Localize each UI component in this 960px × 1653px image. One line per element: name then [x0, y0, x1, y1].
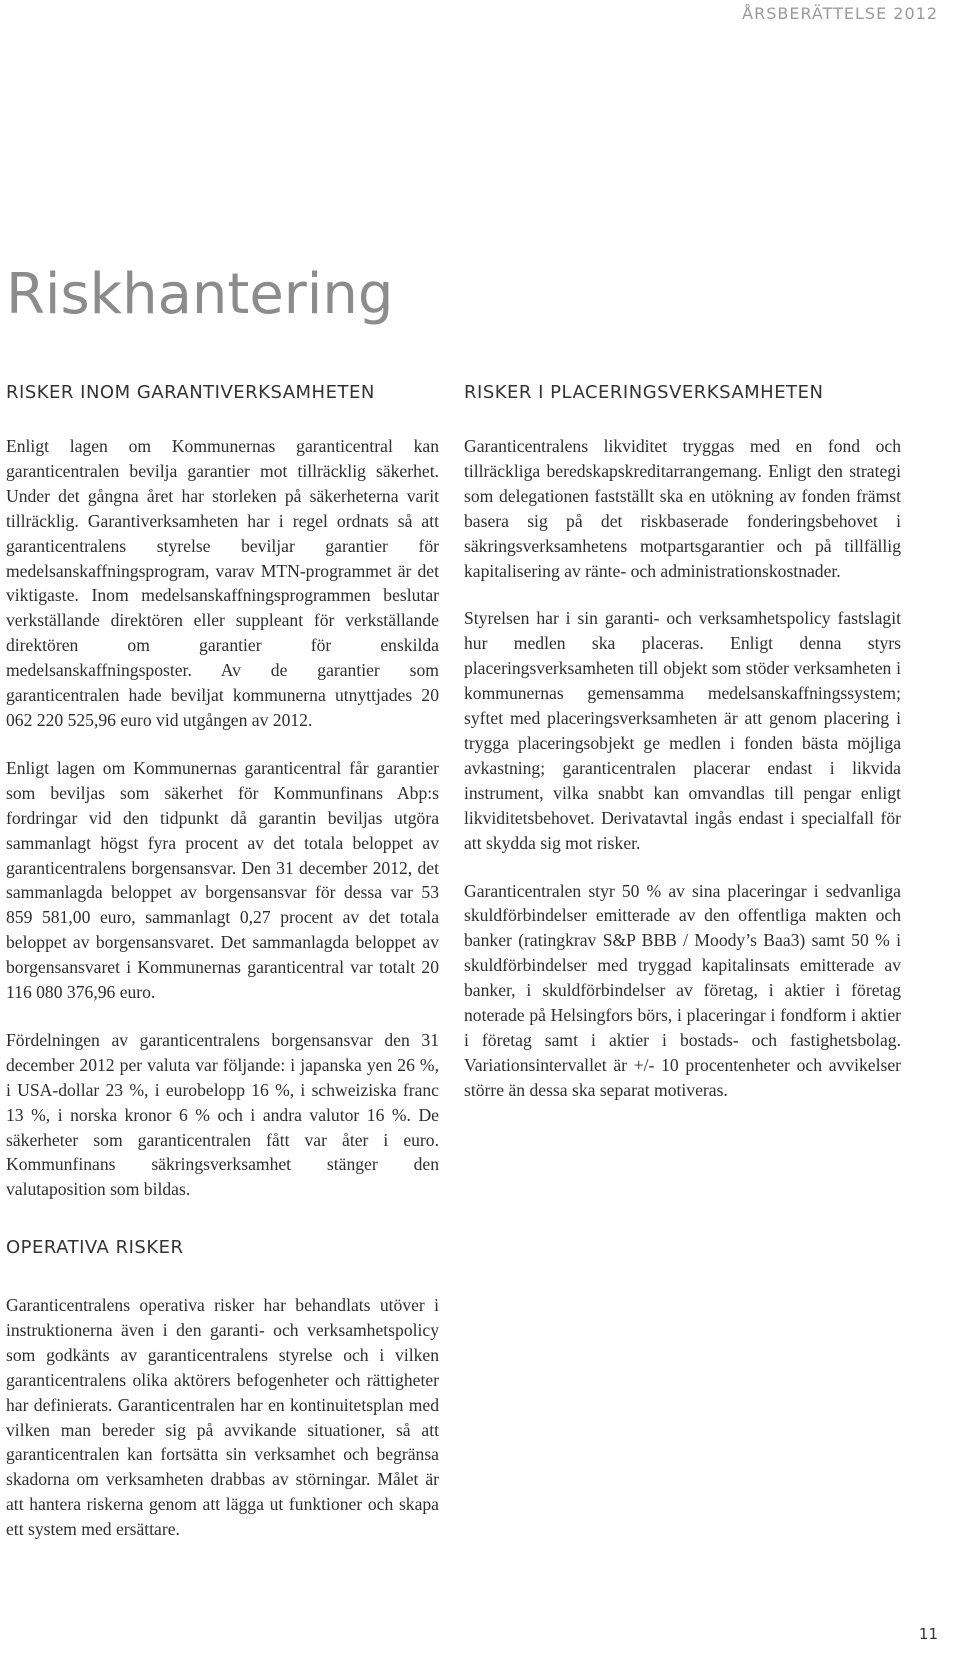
page-title: Riskhantering: [6, 262, 394, 327]
section-heading-placeringsverksamheten: RISKER I PLACERINGSVERKSAMHETEN: [464, 382, 824, 403]
section-heading-garantiverksamheten: RISKER INOM GARANTIVERKSAMHETEN: [6, 382, 375, 403]
section-heading-operativa-risker: OPERATIVA RISKER: [6, 1237, 184, 1258]
paragraph: Fördelningen av garanticentralens borgensansvar den 31 december 2012 per valuta var följande: i japanska yen 26 %, i USA-dollar 23 %, i eurobelopp 16 %, i schweiziska franc 13 %, i norska kronor 6 % och i andra valutor 16 %. De säkerheter som garanticentralen fått var åter i euro. Kommunfinans säkringsverksamhet stänger den valutaposition som bildas.: [6, 1029, 439, 1200]
paragraph: Garanticentralens likviditet tryggas med en fond och tillräckliga beredskapskreditarrangemang. Enligt den strategi som delegationen fastställt ska en utökning av fonden främst basera sig på det riskbaserade fonderingsbehovet i säkringsverksamhetens motpartsgarantier och på tillfällig kapitalisering av ränte- och administrationskostnader.: [464, 436, 901, 581]
section-placeringsverksamheten: [464, 382, 901, 1103]
section-operativa-risker: [6, 1237, 439, 1542]
running-head: ÅRSBERÄTTELSE 2012: [742, 4, 938, 23]
paragraph: Garanticentralens operativa risker har behandlats utöver i instruktionerna även i den garanti- och verksamhetspolicy som godkänts av garanticentralens styrelse och i vilken garanticentralens olika aktörers befogenheter och rättigheter har definierats. Garanticentralen har en kontinuitetsplan med vilken man bereder sig på avvikande situationer, så att garanticentralen kan fortsätta sin verksamhet och begränsa skadorna om verksamheten drabbas av störningar. Målet är att hantera riskerna genom att lägga ut funktioner och skapa ett system med ersättare.: [6, 1295, 439, 1540]
paragraph: Garanticentralen styr 50 % av sina placeringar i sedvanliga skuldförbindelser emitterade av den offentliga makten och banker (ratingkrav S&P BBB / Moody’s Baa3) samt 50 % i skuldförbindelser med tryggad kapitalinsats emitterade av banker, i skuldförbindelser av företag, i aktier i företag noterade på Helsingfors börs, i placeringar i fondform i aktier i företag samt i aktier i bostads- och fastighetsbolag. Variationsintervallet är +/- 10 procentenheter och avvikelser större än dessa ska separat motiveras.: [464, 880, 901, 1100]
section-garantiverksamheten: [6, 382, 439, 1202]
paragraph: Styrelsen har i sin garanti- och verksamhetspolicy fastslagit hur medlen ska placeras. Enligt denna styrs placeringsverksamheten till objekt som stöder verksamheten i kommunernas gemensamma medelsanskaffningssystem; syftet med placeringsverksamheten är att genom placering i trygga placeringsobjekt ge medlen i fonden bästa möjliga avkastning; garanticentralen placerar endast i likvida instrument, vilka snabbt kan omvandlas till pengar enligt likviditetsbehovet. Derivatavtal ingås endast i specialfall för att skydda sig mot risker.: [464, 608, 901, 853]
paragraph: Enligt lagen om Kommunernas garanticentral får garantier som beviljas som säkerhet för Kommunfinans Abp:s fordringar vid den tidpunkt då garantin beviljas utgöra sammanlagt högst fyra procent av det totala beloppet av garanticentralens borgensansvar. Den 31 december 2012, det sammanlagda beloppet av borgensansvar för dessa var 53 859 581,00 euro, sammanlagt 0,27 procent av det totala beloppet av borgensansvaret. Det sammanlagda beloppet av borgensansvaret i Kommunernas garanticentral var totalt 20 116 080 376,96 euro.: [6, 757, 439, 1003]
page-number: 11: [918, 1625, 938, 1643]
paragraph: Enligt lagen om Kommunernas garanticentral kan garanticentralen bevilja garantier mot tillräcklig säkerhet. Under det gångna året har storleken på säkerheterna varit tillräcklig. Garantiverksamheten har i regel ordnats så att garanticentralens styrelse beviljar garantier för medelsanskaffningsprogram, varav MTN-programmet är det viktigaste. Inom medelsanskaffningsprogrammen beslutar verkställande direktören eller suppleant för verkställande direktören om garantier för enskilda medelsanskaffningsposter. Av de garantier som garanticentralen hade beviljat kommunerna utnyttjades 20 062 220 525,96 euro vid utgången av 2012.: [6, 436, 439, 730]
